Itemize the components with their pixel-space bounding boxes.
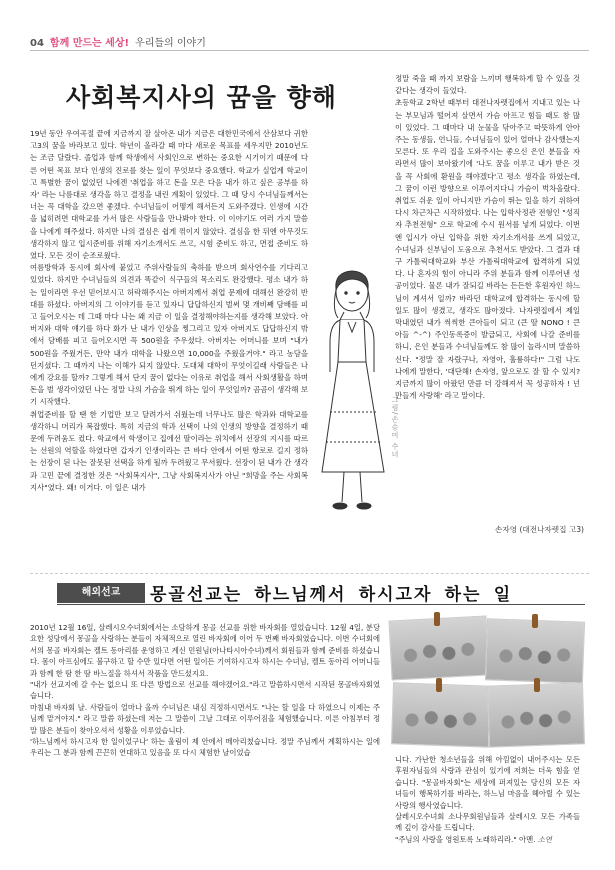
mission-paragraph: 2010년 12월 16일, 살레시오수녀회에서는 소담하게 몽골 선교를 위한 바자회를 열었습니다. 12월 4일, 분당 요한 성당에서 몽골을 사랑하는 분들이 자체적으로 열린 바자회에 이어 두 번째 바자회였습니다. 이번 수녀회에서의 몽골 바자회는 켈트 동아리를 운영하고 계신 민원님(아나타시아수녀)께서 회원들과 함께 준비를 하셨습니다. 몸이 아프심에도 불구하고 할 수만 있다면 어떤 일이든 기여하시고자 하시는 수녀님, 켈트 동아리 어머니들과 함께 한 땀 한 땀 바느질을 하셔서 작품을 만드셨지요. [30,623,380,678]
clothespin-icon [434,612,440,626]
header-rule [30,50,589,51]
mission-paragraph: 살레시오수녀회 소나무회원님들과 살레시오 모든 가족들께 깊이 감사를 드립니다. [395,812,580,833]
signature: 소연 [537,834,552,844]
illustration-credit: 그림/손승미 수녀 [391,396,399,459]
subsection-title: 우리들의 이야기 [135,38,206,49]
article-paragraph: 19년 동안 우여곡절 끝에 지금까지 잘 살아온 내가 지금은 대한민국에서 산삼보다 귀한 고3의 꿈을 바라보고 있다. 학년이 올라갈 때 마다 새로운 목표를 세우지만 2010년도는 조금 달랐다. 졸업과 함께 학생에서 사회인으로 변하는 중요한 시기이기 때문에 다른 어떤 목표 보다 인생의 진로를 찾는 일이 무엇보다 중요했다. 학교가 실업계 학교이고 특별한 꿈이 없었던 나에겐 '취업을 하고 돈을 모은 다음 내가 하고 싶은 공부를 하자' 라는 나름대로 생각을 하고 결정을 내린 계획이 있었다. 그 때 당시 수녀님들께서는 너는 꼭 대학을 갔으면 좋겠다. 수녀님들이 어떻게 해서든지 도와주겠다. 인생에 시간을 넓히려면 대학교를 가서 많은 사람들을 만나봐야 한다. 이 이야기도 여러 가지 말씀을 나에게 해주셨다. 하지만 나의 결심은 쉽게 꺾이지 않았다. 결심을 한 뒤엔 아무것도 생각하지 않고 입시준비를 위해 자기소개서도 쓰고, 시험 준비도 하고, 면접 준비도 하였다. 모든 것이 순조로웠다. [30,129,308,261]
article-right-column [395,73,580,402]
mission-paragraph: 니다. 가난한 청소년들을 위해 아낌없이 내어주시는 모든 후원자님들의 사랑과 관심이 있기에 저희는 더욱 힘을 얻습니다. "몽골바자회"는 세상에 퍼져있는 당신의 모든 자녀들이 행복하기를 바라는, 하느님 마음을 헤아릴 수 있는 사랑의 행사였습니다. [395,755,580,810]
bazaar-photo-collage [390,618,586,748]
closing-line: "주님의 사랑을 영원토록 노래하리라." 아멘. [395,834,536,844]
girl-illustration [300,262,400,522]
section-title: 함께 만드는 세상! [49,38,130,49]
article-left-column [30,128,308,494]
article-paragraph: 정말 죽을 때 까지 보람을 느끼며 행복하게 할 수 있을 것 같다는 생각이 들었다. [395,74,580,96]
clothespin-icon [534,678,540,692]
bazaar-photo [391,682,491,747]
clothespin-icon [532,614,538,628]
clothespin-icon [436,678,442,692]
bazaar-photo [487,682,585,747]
mission-paragraph [395,834,580,845]
mission-paragraph: '하느님께서 하시고자 한 일이었구나' 하는 울림이 제 안에서 메아리쳤습니다. 정말 주님께서 계획하시는 일에 우리는 그 분과 함께 끈끈히 연대하고 있음을 또 다시 체험한 날이었습 [30,737,380,758]
mission-paragraph: "내가 선교지에 갈 수는 없으니 또 다른 방법으로 선교를 해야겠어요."라고 말씀하시면서 시작된 몽골바자회였습니다. [30,680,380,701]
mission-left-column [30,622,380,759]
bazaar-photo [485,618,585,683]
section-divider [30,573,589,574]
article-author: 손자영 (대전나자렛집 고3) [495,525,584,534]
mission-right-column [395,754,580,845]
page-number: 04 [30,38,44,49]
article-paragraph: 취업준비를 할 땐 한 기업만 보고 달려가서 쉬웠는데 너무나도 많은 학과와 대학교를 생각하니 머리가 복잡했다. 특히 지금의 학과 선택이 나의 인생의 방향을 결정하기 때문에 두려움도 컸다. 학교에서 학생이고 집에선 딸이라는 위치에서 선장의 지시를 따르는 선원의 역할을 하였다면 갑자기 인생이라는 큰 바다 안에서 어떤 항로로 길지 정하는 선장이 된 나는 잘못된 선택을 하게 될까 두려웠고 무서웠다. 선장이 된 내가 간 생각과 고민 끝에 결정한 것은 "사회복지사", 그냥 사회복지사가 아닌 "희망을 주는 사회복지사"였다. 왜! 이거다. 이 일은 내가 [30,409,308,492]
mission-headline: 몽골선교는 하느님께서 하시고자 하는 일 [150,585,513,605]
article-paragraph: 여름방학과 동시에 회사에 붙었고 주위사람들의 축하를 받으며 회사연수를 기다리고 있었다. 하지만 수녀님들의 의견과 똑같이 식구들의 목소리도 완강했다. 평소 내가 하는 일이라면 우선 믿어보시고 허락해주시는 아버지께서 취업 문제에 대해선 완강히 반대를 하셨다. 아버지의 그 이야기를 듣고 있자니 답답하신지 벌써 몇 개비째 담배를 피고 들어오시는 데 그때 마다 나는 왜 지금 이 일을 결정해야하는지를 생각해 보았다. 아버지와 대학 얘기를 하다 화가 난 내가 인상을 찡그리고 있자 아버지도 답답하신지 밖에서 담배를 피고 들어오시면 꼭 500원을 주우셨다. 아버지는 어머니를 보며 "내가 500원을 주웠거든, 만약 내가 대학을 나왔으면 10,000을 주웠을거야." 라고 농담을 던지셨다. 그 때까지 나는 이해가 되지 않았다. 도대체 대학이 무엇이길래 사람들은 나에게 강요를 할까? 그렇게 해서 단지 꿈이 없다는 이유로 취업을 해서 사회생활을 하며 돈을 벌 생각이었던 나는 정말 나의 가슴을 뛰게 하는 일이 무엇일까? 곰곰이 생각해 보기 시작했다. [30,263,308,407]
article-paragraph: 초등학교 2학년 때부터 대전나자렛집에서 지내고 있는 나는 부모님과 떨어져 살면서 가슴 아프고 힘들 때도 참 많이 있었다. 그 때마다 내 눈물을 닦아주고 따뜻하게 안아주는 동생들, 언니들, 수녀님들이 있어 얼마나 감사했는지 모른다. 또 우리 집을 도와주시는 좋으신 은인 분들을 자라면서 많이 보아왔기에 '나도 꿈을 이루고 내가 받은 것을 꼭 사회에 환원을 해야겠다'고 평소 생각을 하였는데, 그 꿈이 이런 방향으로 이루어지다니 가슴이 벅차올랐다. 취업도 쉬운 일이 아니지만 가슴이 뛰는 일을 하기 위하여 다시 차근차근 시작하였다. 나는 입학사정관 전형인 "성직자 추천전형" 으로 학교에 수시 원서를 넣게 되었다. 이번엔 입시가 아닌 입학을 위한 자기소개서를 쓰게 되었고, 수녀님과 신부님이 도움으로 추천서도 받았다. 그 결과 대구 가톨릭대학교와 부산 가톨릭대학교에 합격하게 되었다. 나 혼자의 힘이 아니라 주위 분들과 함께 이루어낸 성공이었다. 물론 내가 잘되길 바라는 든든한 후원자인 하느님이 계셔서 일까? 바라던 대학교에 합격하는 동시에 할 일도 많이 생겼고, 생각도 많아졌다. 나자렛집에서 제일 막내였던 내가 씩씩한 큰아들이 되고 (큰 딸 NONO ! 큰 아들 ^-^) 주인동록증이 발급되고, 사회에 나갈 준비를 하니, 은인 분들과 수녀님들께도 참 많이 놀라시며 말씀하신다. "정말 잘 자랐구나, 자영아, 훌륭하다!" 그럼 나도 나에게 말한다, '대단해! 손자영, 앞으로도 잘 할 수 있지? 지금까지 많이 아팠던 만큼 더 강해져서 꼭 성공하자 ! 넌 만들게 사랑해' 라고 말이다. [395,98,580,401]
page-header [30,34,206,49]
mission-paragraph: 마침내 바자회 날. 사람들이 얼마나 올까 수녀님은 내심 걱정하시면서도 "나는 할 일을 다 하였으니 이제는 주님께 맡겨야지." 라고 말씀 하셨는데 저는 그 말씀이 그날 그대로 이루어짐을 체험했습니다. 이른 아침부터 정말 많은 분들이 찾아오셔서 성황을 이루었습니다. [30,702,380,735]
section-badge: 해외선교 [57,583,145,603]
article-title: 사회복지사의 꿈을 향해 [66,83,337,112]
